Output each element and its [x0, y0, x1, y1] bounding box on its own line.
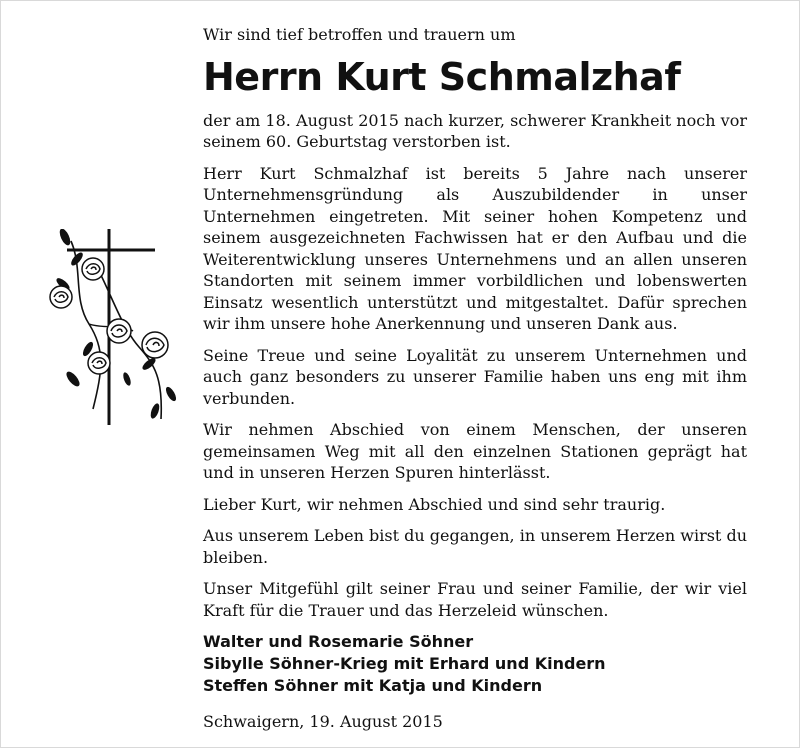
- intro-line: Wir sind tief betroffen und trauern um: [203, 25, 516, 44]
- obituary-text: [203, 24, 747, 733]
- paragraph-loyalty: Seine Treue und seine Loyalität zu unserem Unternehmen und auch ganz besonders zu unserer Familie haben uns eng mit ihm verbunden.: [203, 345, 747, 408]
- signers-list: [203, 631, 747, 697]
- signer: Steffen Söhner mit Katja und Kindern: [203, 676, 543, 695]
- paragraph-dear-kurt: Lieber Kurt, wir nehmen Abschied und sind sehr traurig.: [203, 494, 666, 514]
- paragraph-condolence: Unser Mitgefühl gilt seiner Frau und seiner Familie, der wir viel Kraft für die Trauer und das Herzeleid wünschen.: [203, 579, 747, 620]
- paragraph-death: der am 18. August 2015 nach kurzer, schwerer Krankheit noch vor seinem 60. Geburtstag verstorben ist.: [203, 110, 747, 151]
- place-date: Schwaigern, 19. August 2015: [203, 712, 443, 731]
- signer: Walter und Rosemarie Söhner: [203, 632, 474, 651]
- deceased-name: Herrn Kurt Schmalzhaf: [203, 54, 681, 99]
- signer: Sibylle Söhner-Krieg mit Erhard und Kindern: [203, 654, 606, 673]
- paragraph-career: Herr Kurt Schmalzhaf ist bereits 5 Jahre nach unserer Unternehmensgründung als Auszubildender in unser Unternehmen eingetreten. Mit seiner hohen Kompetenz und seinem ausgezeichneten Fachwissen hat er den Aufbau und die Weiterentwicklung unseres Unternehmens und an allen unseren Standorten mit seinem immer vorbildlichen und lobenswerten Einsatz wesentlich unterstützt und mitgestaltet. Dafür sprechen wir ihm unsere hohe Anerkennung und unseren Dank aus.: [203, 163, 747, 333]
- cross-with-roses-icon: [43, 229, 183, 425]
- paragraph-memory: Aus unserem Leben bist du gegangen, in unserem Herzen wirst du bleiben.: [203, 526, 747, 567]
- paragraph-farewell: Wir nehmen Abschied von einem Menschen, der unseren gemeinsamen Weg mit all den einzelnen Stationen geprägt hat und in unseren Herzen Spuren hinterlässt.: [203, 420, 747, 482]
